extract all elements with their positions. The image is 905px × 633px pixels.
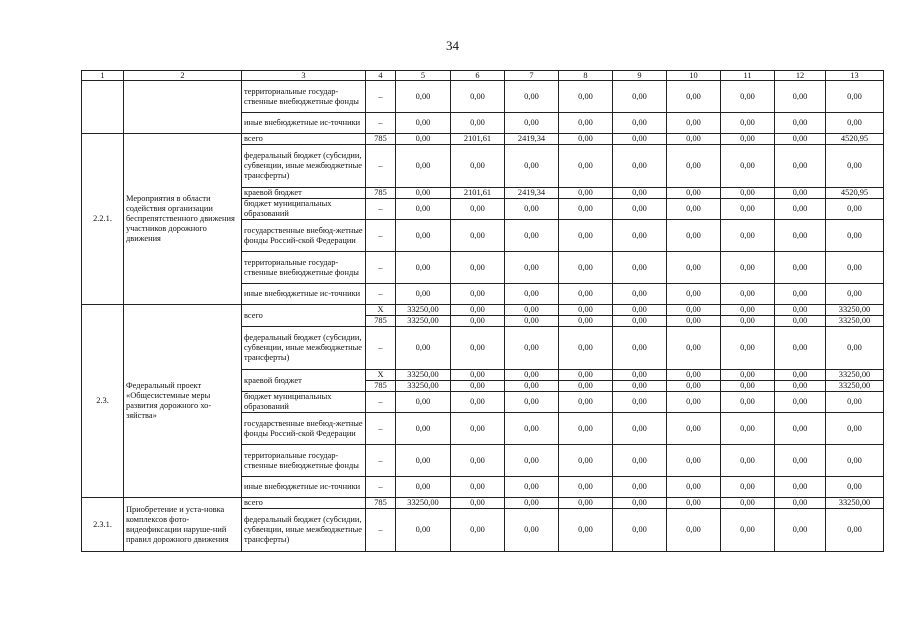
- value-cell: 0,00: [775, 445, 826, 477]
- value-cell: 0,00: [667, 220, 721, 252]
- code-cell: 785: [366, 134, 396, 145]
- value-cell: 0,00: [613, 477, 667, 498]
- value-cell: 0,00: [826, 284, 884, 305]
- value-cell: 0,00: [559, 81, 613, 113]
- code-cell: –: [366, 509, 396, 552]
- header-cell: 5: [396, 71, 451, 81]
- value-cell: 0,00: [613, 188, 667, 199]
- funding-source: краевой бюджет: [242, 188, 366, 199]
- value-cell: 0,00: [505, 305, 559, 316]
- funding-source: иные внебюджетные ис-точники: [242, 477, 366, 498]
- code-cell: 785: [366, 381, 396, 392]
- value-cell: 0,00: [613, 370, 667, 381]
- value-cell: 0,00: [451, 316, 505, 327]
- value-cell: 0,00: [505, 81, 559, 113]
- value-cell: 0,00: [721, 284, 775, 305]
- code-cell: –: [366, 81, 396, 113]
- value-cell: 0,00: [826, 81, 884, 113]
- value-cell: 0,00: [451, 327, 505, 370]
- value-cell: 0,00: [667, 81, 721, 113]
- header-cell: 13: [826, 71, 884, 81]
- value-cell: 0,00: [396, 327, 451, 370]
- value-cell: 0,00: [451, 370, 505, 381]
- value-cell: 0,00: [667, 509, 721, 552]
- value-cell: 0,00: [451, 445, 505, 477]
- value-cell: 0,00: [721, 392, 775, 413]
- value-cell: 0,00: [826, 413, 884, 445]
- value-cell: 0,00: [559, 113, 613, 134]
- value-cell: 0,00: [559, 134, 613, 145]
- funding-source: краевой бюджет: [242, 370, 366, 392]
- value-cell: 0,00: [505, 477, 559, 498]
- value-cell: 0,00: [826, 477, 884, 498]
- value-cell: 0,00: [559, 477, 613, 498]
- value-cell: 0,00: [505, 327, 559, 370]
- code-cell: –: [366, 477, 396, 498]
- value-cell: 0,00: [613, 445, 667, 477]
- value-cell: 0,00: [505, 498, 559, 509]
- value-cell: 0,00: [613, 413, 667, 445]
- value-cell: 0,00: [667, 188, 721, 199]
- value-cell: 0,00: [667, 252, 721, 284]
- value-cell: 0,00: [721, 370, 775, 381]
- value-cell: 0,00: [505, 252, 559, 284]
- value-cell: 0,00: [451, 145, 505, 188]
- value-cell: 0,00: [396, 145, 451, 188]
- value-cell: 0,00: [775, 81, 826, 113]
- value-cell: 0,00: [505, 370, 559, 381]
- value-cell: 0,00: [721, 305, 775, 316]
- value-cell: 33250,00: [396, 316, 451, 327]
- header-cell: 11: [721, 71, 775, 81]
- value-cell: 0,00: [451, 509, 505, 552]
- value-cell: 0,00: [826, 220, 884, 252]
- code-cell: –: [366, 327, 396, 370]
- value-cell: 0,00: [559, 327, 613, 370]
- value-cell: 0,00: [775, 381, 826, 392]
- value-cell: 0,00: [826, 145, 884, 188]
- funding-source: всего: [242, 498, 366, 509]
- value-cell: 0,00: [775, 498, 826, 509]
- header-cell: 10: [667, 71, 721, 81]
- value-cell: 0,00: [396, 284, 451, 305]
- value-cell: 0,00: [613, 134, 667, 145]
- value-cell: 0,00: [505, 199, 559, 220]
- header-row: [82, 71, 884, 81]
- value-cell: 0,00: [505, 284, 559, 305]
- value-cell: 2101,61: [451, 134, 505, 145]
- value-cell: 0,00: [721, 327, 775, 370]
- value-cell: 0,00: [505, 413, 559, 445]
- value-cell: 0,00: [721, 81, 775, 113]
- value-cell: 0,00: [775, 284, 826, 305]
- value-cell: 4520,95: [826, 188, 884, 199]
- item-name: [124, 81, 242, 134]
- value-cell: 0,00: [613, 392, 667, 413]
- value-cell: 0,00: [775, 370, 826, 381]
- value-cell: 0,00: [396, 252, 451, 284]
- header-cell: 3: [242, 71, 366, 81]
- value-cell: 0,00: [505, 113, 559, 134]
- value-cell: 0,00: [826, 252, 884, 284]
- value-cell: 0,00: [721, 252, 775, 284]
- value-cell: 0,00: [613, 113, 667, 134]
- funding-source: государственные внебюд-жетные фонды Россий-ской Федерации: [242, 413, 366, 445]
- value-cell: 0,00: [775, 145, 826, 188]
- value-cell: 0,00: [396, 199, 451, 220]
- value-cell: 0,00: [775, 316, 826, 327]
- code-cell: –: [366, 220, 396, 252]
- value-cell: 0,00: [559, 284, 613, 305]
- value-cell: 0,00: [775, 199, 826, 220]
- value-cell: 2419,34: [505, 188, 559, 199]
- value-cell: 0,00: [559, 316, 613, 327]
- funding-source: территориальные государ-ственные внебюджетные фонды: [242, 445, 366, 477]
- value-cell: 0,00: [396, 81, 451, 113]
- funding-source: государственные внебюд-жетные фонды Россий-ской Федерации: [242, 220, 366, 252]
- value-cell: 0,00: [721, 498, 775, 509]
- value-cell: 0,00: [775, 413, 826, 445]
- value-cell: 0,00: [826, 113, 884, 134]
- value-cell: 0,00: [505, 145, 559, 188]
- code-cell: –: [366, 392, 396, 413]
- funding-source: федеральный бюджет (субсидии, субвенции, иные межбюджетные трансферты): [242, 509, 366, 552]
- code-cell: X: [366, 305, 396, 316]
- value-cell: 0,00: [559, 381, 613, 392]
- value-cell: 0,00: [721, 445, 775, 477]
- header-cell: 2: [124, 71, 242, 81]
- value-cell: 33250,00: [396, 498, 451, 509]
- code-cell: –: [366, 113, 396, 134]
- value-cell: 0,00: [721, 145, 775, 188]
- value-cell: 0,00: [451, 113, 505, 134]
- value-cell: 0,00: [451, 392, 505, 413]
- value-cell: 0,00: [505, 381, 559, 392]
- code-cell: –: [366, 145, 396, 188]
- value-cell: 0,00: [826, 392, 884, 413]
- item-number: [82, 81, 124, 134]
- value-cell: 0,00: [505, 316, 559, 327]
- value-cell: 0,00: [613, 145, 667, 188]
- value-cell: 0,00: [505, 392, 559, 413]
- value-cell: 0,00: [613, 220, 667, 252]
- value-cell: 0,00: [613, 381, 667, 392]
- value-cell: 0,00: [613, 509, 667, 552]
- value-cell: 0,00: [559, 252, 613, 284]
- funding-source: территориальные государ-ственные внебюджетные фонды: [242, 81, 366, 113]
- value-cell: 0,00: [396, 188, 451, 199]
- code-cell: 785: [366, 188, 396, 199]
- value-cell: 0,00: [559, 199, 613, 220]
- funding-source: бюджет муниципальных образований: [242, 199, 366, 220]
- value-cell: 0,00: [613, 327, 667, 370]
- value-cell: 0,00: [667, 445, 721, 477]
- value-cell: 0,00: [721, 381, 775, 392]
- value-cell: 0,00: [559, 509, 613, 552]
- value-cell: 0,00: [826, 509, 884, 552]
- value-cell: 0,00: [826, 445, 884, 477]
- code-cell: 785: [366, 498, 396, 509]
- value-cell: 0,00: [667, 477, 721, 498]
- value-cell: 0,00: [451, 498, 505, 509]
- item-name: Федеральный проект «Общесистемные меры развития дорожного хо-зяйства»: [124, 305, 242, 498]
- funding-source: федеральный бюджет (субсидии, субвенции, иные межбюджетные трансферты): [242, 145, 366, 188]
- value-cell: 0,00: [721, 316, 775, 327]
- value-cell: 0,00: [505, 509, 559, 552]
- value-cell: 0,00: [451, 81, 505, 113]
- value-cell: 0,00: [505, 445, 559, 477]
- value-cell: 0,00: [451, 477, 505, 498]
- value-cell: 0,00: [396, 509, 451, 552]
- page-number: 34: [446, 38, 459, 53]
- value-cell: 0,00: [775, 392, 826, 413]
- value-cell: 0,00: [721, 509, 775, 552]
- value-cell: 0,00: [775, 509, 826, 552]
- value-cell: 0,00: [396, 220, 451, 252]
- table-row: [82, 81, 884, 113]
- value-cell: 0,00: [613, 252, 667, 284]
- value-cell: 0,00: [613, 498, 667, 509]
- value-cell: 0,00: [559, 220, 613, 252]
- value-cell: 0,00: [396, 134, 451, 145]
- value-cell: 0,00: [667, 316, 721, 327]
- value-cell: 33250,00: [826, 305, 884, 316]
- funding-source: федеральный бюджет (субсидии, субвенции, иные межбюджетные трансферты): [242, 327, 366, 370]
- header-cell: 9: [613, 71, 667, 81]
- code-cell: –: [366, 199, 396, 220]
- value-cell: 0,00: [613, 199, 667, 220]
- value-cell: 0,00: [613, 305, 667, 316]
- code-cell: –: [366, 252, 396, 284]
- header-cell: 12: [775, 71, 826, 81]
- value-cell: 0,00: [667, 392, 721, 413]
- value-cell: 0,00: [667, 305, 721, 316]
- value-cell: 0,00: [613, 284, 667, 305]
- value-cell: 0,00: [667, 370, 721, 381]
- value-cell: 33250,00: [826, 381, 884, 392]
- value-cell: 0,00: [396, 413, 451, 445]
- value-cell: 0,00: [559, 392, 613, 413]
- value-cell: 0,00: [613, 81, 667, 113]
- header-cell: 7: [505, 71, 559, 81]
- value-cell: 0,00: [559, 498, 613, 509]
- value-cell: 0,00: [775, 305, 826, 316]
- value-cell: 0,00: [775, 252, 826, 284]
- header-cell: 4: [366, 71, 396, 81]
- value-cell: 0,00: [721, 188, 775, 199]
- value-cell: 0,00: [667, 145, 721, 188]
- value-cell: 0,00: [775, 113, 826, 134]
- value-cell: 0,00: [826, 199, 884, 220]
- value-cell: 0,00: [667, 284, 721, 305]
- value-cell: 0,00: [826, 327, 884, 370]
- value-cell: 0,00: [775, 134, 826, 145]
- code-cell: –: [366, 413, 396, 445]
- value-cell: 0,00: [775, 188, 826, 199]
- value-cell: 0,00: [721, 413, 775, 445]
- value-cell: 0,00: [721, 477, 775, 498]
- value-cell: 0,00: [775, 477, 826, 498]
- value-cell: 33250,00: [396, 381, 451, 392]
- header-cell: 1: [82, 71, 124, 81]
- value-cell: 0,00: [559, 445, 613, 477]
- funding-source: бюджет муниципальных образований: [242, 392, 366, 413]
- value-cell: 0,00: [721, 113, 775, 134]
- value-cell: 0,00: [667, 381, 721, 392]
- header-cell: 6: [451, 71, 505, 81]
- value-cell: 33250,00: [826, 498, 884, 509]
- value-cell: 33250,00: [396, 305, 451, 316]
- value-cell: 0,00: [721, 134, 775, 145]
- item-number: 2.3.: [82, 305, 124, 498]
- funding-source: всего: [242, 305, 366, 327]
- table-row: [82, 498, 884, 509]
- value-cell: 0,00: [451, 252, 505, 284]
- value-cell: 0,00: [613, 316, 667, 327]
- code-cell: X: [366, 370, 396, 381]
- value-cell: 0,00: [451, 220, 505, 252]
- value-cell: 4520,95: [826, 134, 884, 145]
- value-cell: 0,00: [559, 370, 613, 381]
- value-cell: 0,00: [667, 134, 721, 145]
- value-cell: 0,00: [775, 327, 826, 370]
- code-cell: –: [366, 284, 396, 305]
- value-cell: 0,00: [396, 113, 451, 134]
- value-cell: 0,00: [559, 188, 613, 199]
- item-name: Мероприятия в области содействия организации беспрепятственного движения участников дорожного движения: [124, 134, 242, 305]
- item-number: 2.2.1.: [82, 134, 124, 305]
- code-cell: –: [366, 445, 396, 477]
- value-cell: 33250,00: [826, 370, 884, 381]
- value-cell: 0,00: [505, 220, 559, 252]
- value-cell: 0,00: [721, 220, 775, 252]
- header-cell: 8: [559, 71, 613, 81]
- value-cell: 0,00: [775, 220, 826, 252]
- value-cell: 0,00: [559, 413, 613, 445]
- value-cell: 0,00: [667, 327, 721, 370]
- item-number: 2.3.1.: [82, 498, 124, 552]
- value-cell: 33250,00: [826, 316, 884, 327]
- value-cell: 0,00: [451, 305, 505, 316]
- item-name: Приобретение и уста-новка комплексов фото-видеофиксации наруше-ний правил дорожного движения: [124, 498, 242, 552]
- value-cell: 0,00: [667, 413, 721, 445]
- budget-table: [81, 70, 884, 552]
- value-cell: 0,00: [667, 498, 721, 509]
- value-cell: 0,00: [396, 477, 451, 498]
- value-cell: 2101,61: [451, 188, 505, 199]
- funding-source: всего: [242, 134, 366, 145]
- value-cell: 0,00: [451, 413, 505, 445]
- value-cell: 0,00: [667, 113, 721, 134]
- value-cell: 0,00: [451, 284, 505, 305]
- value-cell: 2419,34: [505, 134, 559, 145]
- value-cell: 0,00: [451, 199, 505, 220]
- funding-source: иные внебюджетные ис-точники: [242, 113, 366, 134]
- table-row: [82, 134, 884, 145]
- value-cell: 0,00: [396, 392, 451, 413]
- funding-source: иные внебюджетные ис-точники: [242, 284, 366, 305]
- code-cell: 785: [366, 316, 396, 327]
- value-cell: 0,00: [559, 145, 613, 188]
- value-cell: 0,00: [667, 199, 721, 220]
- value-cell: 0,00: [451, 381, 505, 392]
- value-cell: 0,00: [721, 199, 775, 220]
- value-cell: 0,00: [396, 445, 451, 477]
- value-cell: 0,00: [559, 305, 613, 316]
- table-row: [82, 305, 884, 316]
- funding-source: территориальные государ-ственные внебюджетные фонды: [242, 252, 366, 284]
- value-cell: 33250,00: [396, 370, 451, 381]
